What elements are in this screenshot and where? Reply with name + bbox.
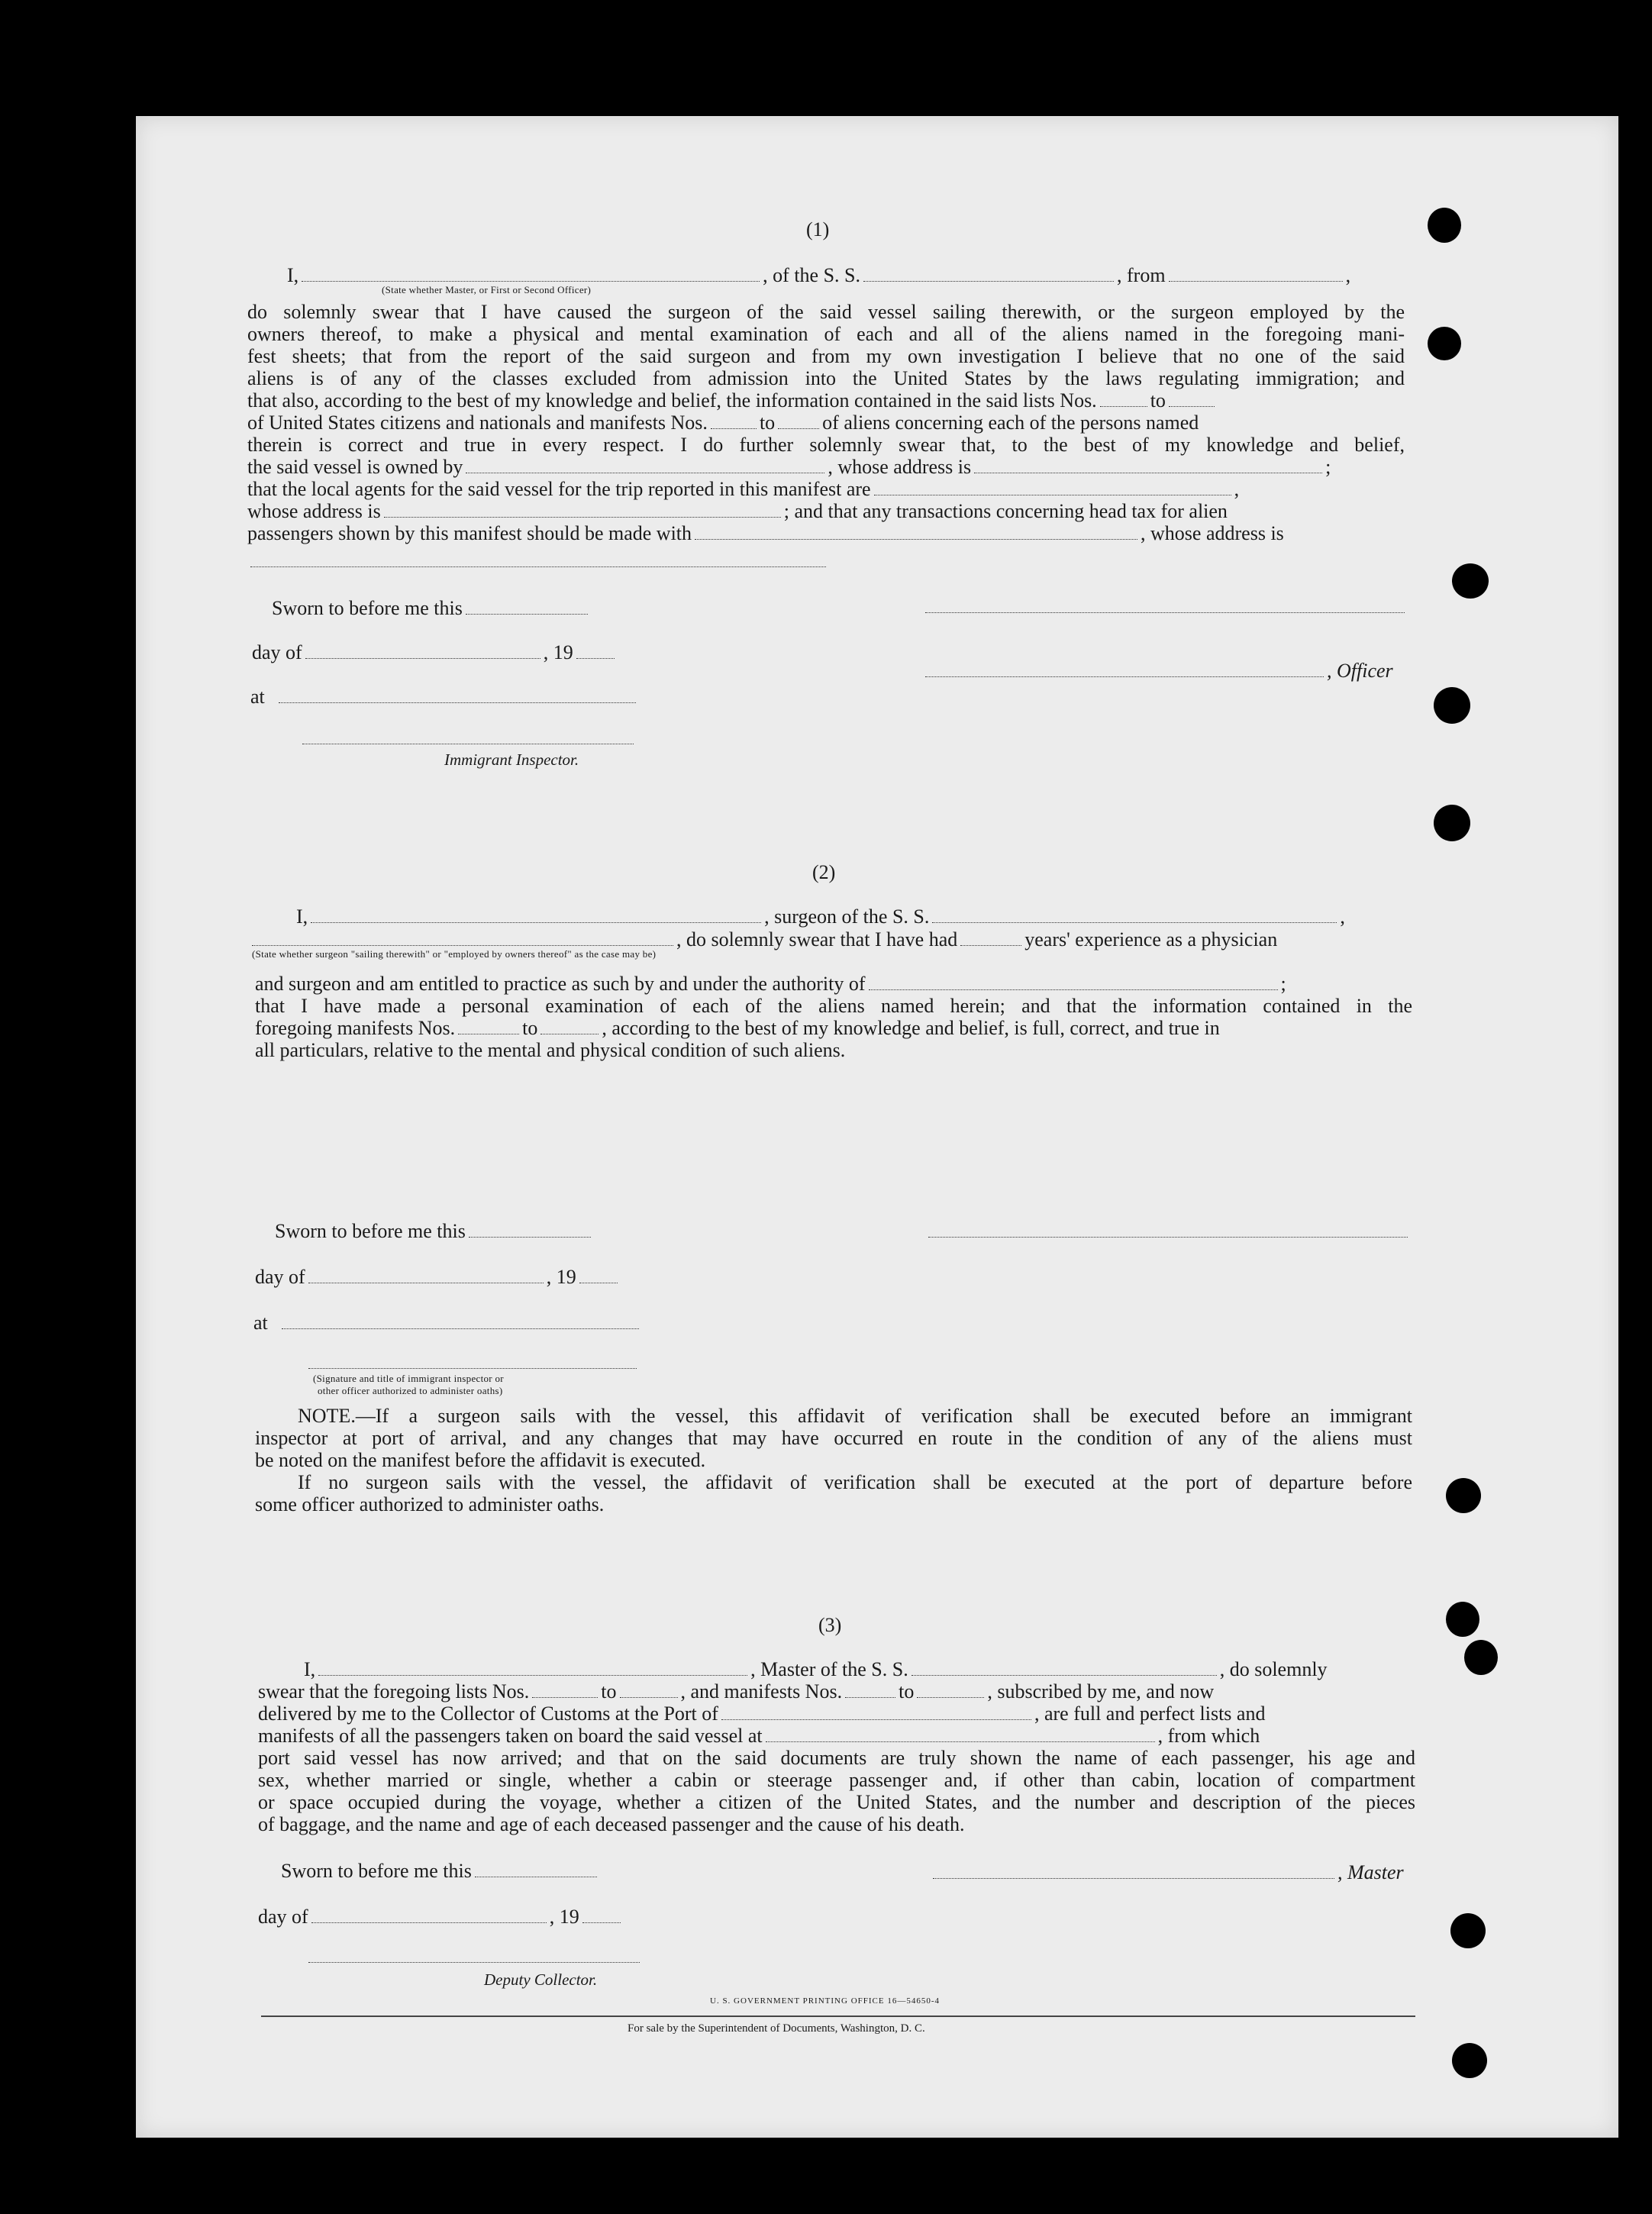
text: , 19 [546, 1266, 576, 1288]
binder-hole [1450, 1913, 1486, 1948]
paragraph-line: aliens is of any of the classes excluded from admission into the United States by the laws regulating immigration; and [247, 367, 1405, 389]
oath-line [296, 905, 1345, 928]
month-blank[interactable] [308, 1266, 544, 1283]
text: foregoing manifests Nos. [255, 1017, 456, 1039]
text: day of [258, 1906, 308, 1928]
text: , from which [1157, 1725, 1260, 1747]
text: of United States citizens and nationals and manifests Nos. [247, 411, 708, 434]
inspector-label: Immigrant Inspector. [444, 750, 579, 769]
text: passengers shown by this manifest should be made with [247, 522, 692, 544]
sworn-date-blank[interactable] [469, 1220, 591, 1238]
field-caption: (State whether surgeon "sailing therewith" or "employed by owners thereof" as the case may be) [252, 948, 657, 960]
lists-from-blank[interactable] [1100, 389, 1147, 407]
place-blank[interactable] [279, 686, 636, 703]
footer-rule [261, 2016, 1415, 2017]
year-blank[interactable] [576, 641, 615, 659]
sworn-line [275, 1220, 594, 1243]
text: Sworn to before me this [272, 597, 463, 619]
signature-line[interactable] [925, 612, 1405, 613]
paragraph-line: fest sheets; that from the report of the said surgeon and from my own investigation I believe that no one of the said [247, 345, 1405, 367]
ship-name-blank[interactable] [863, 264, 1114, 282]
paragraph-line [255, 973, 1286, 996]
day-line [258, 1906, 624, 1928]
binder-hole [1452, 563, 1489, 599]
paragraph-line: sex, whether married or single, whether a cabin or steerage passenger and, if other than cabin, location of compartment [258, 1769, 1415, 1791]
ship-name-blank[interactable] [932, 905, 1337, 923]
paragraph-line: port said vessel has now arrived; and that on the said documents are truly shown the name of each passenger, his age and [258, 1747, 1415, 1769]
text: , [1345, 264, 1351, 286]
printing-office-line: U. S. GOVERNMENT PRINTING OFFICE 16—54650-4 [710, 1996, 941, 2006]
text: and surgeon and am entitled to practice as such by and under the authority of [255, 973, 866, 995]
text: I, [304, 1658, 316, 1680]
text: whose address is [247, 500, 381, 522]
paragraph-line: or space occupied during the voyage, whether a citizen of the United States, and the number and description of the pieces [258, 1791, 1415, 1813]
paragraph-line [247, 522, 1284, 545]
paragraph-line [247, 456, 1331, 479]
text: ; [1280, 973, 1286, 995]
paragraph-line: therein is correct and true in every respect. I do further solemnly swear that, to the best of my knowledge and belief, [247, 434, 1405, 456]
section-number: (3) [818, 1614, 842, 1636]
agents-address-blank[interactable] [384, 500, 781, 518]
master-signature-blank[interactable] [933, 1861, 1334, 1879]
text: to [759, 411, 776, 434]
lists-from-blank[interactable] [532, 1680, 598, 1698]
address-line[interactable] [250, 566, 826, 567]
manifests-to-blank[interactable] [540, 1017, 599, 1034]
text: delivered by me to the Collector of Customs at the Port of [258, 1702, 718, 1725]
text: , according to the best of my knowledge and belief, is full, correct, and true in [602, 1017, 1220, 1039]
oath-line [304, 1658, 1328, 1681]
text: swear that the foregoing lists Nos. [258, 1680, 530, 1702]
paragraph-line [247, 411, 1199, 434]
note-line: NOTE.—If a surgeon sails with the vessel, this affidavit of verification shall be executed before an immigrant [298, 1405, 1412, 1427]
manifests-from-blank[interactable] [458, 1017, 519, 1034]
binder-hole [1452, 2043, 1487, 2078]
departure-port-blank[interactable] [766, 1725, 1155, 1742]
field-caption: (State whether Master, or First or Second Officer) [382, 284, 592, 295]
text: , of the S. S. [763, 264, 861, 286]
years-blank[interactable] [960, 928, 1021, 946]
paragraph-line: owners thereof, to make a physical and mental examination of each and all of the aliens named in the foregoing mani- [247, 323, 1405, 345]
paragraph-line [258, 1725, 1260, 1748]
binder-hole [1446, 1478, 1481, 1513]
text: that also, according to the best of my knowledge and belief, the information contained in the said lists Nos. [247, 389, 1097, 411]
head-tax-agent-blank[interactable] [695, 522, 1137, 540]
binder-hole [1434, 687, 1470, 724]
paragraph-line: do solemnly swear that I have caused the surgeon of the said vessel sailing therewith, or the surgeon employed by the [247, 301, 1405, 323]
master-blank[interactable] [302, 264, 760, 282]
day-line [255, 1266, 621, 1289]
signature-line[interactable] [928, 1237, 1408, 1238]
text: ; [1325, 456, 1331, 478]
deputy-signature-line[interactable] [308, 1962, 640, 1963]
local-agents-blank[interactable] [874, 478, 1231, 495]
owner-address-blank[interactable] [974, 456, 1322, 473]
master-name-blank[interactable] [318, 1658, 747, 1676]
paragraph-line [247, 389, 1218, 412]
paragraph-line [255, 1017, 1220, 1040]
note-line: inspector at port of arrival, and any changes that may have occurred en route in the condition of any of the aliens must [255, 1427, 1412, 1449]
owner-blank[interactable] [466, 456, 824, 473]
lists-to-blank[interactable] [620, 1680, 678, 1698]
manifests-to-blank[interactable] [917, 1680, 984, 1698]
text: , surgeon of the S. S. [764, 905, 930, 928]
text: that the local agents for the said vessel for the trip reported in this manifest are [247, 478, 871, 500]
text: Sworn to before me this [281, 1860, 472, 1882]
sworn-line [272, 597, 591, 620]
sale-notice: For sale by the Superintendent of Documents, Washington, D. C. [628, 2022, 925, 2035]
text: , are full and perfect lists and [1034, 1702, 1266, 1725]
paragraph-line [258, 1680, 1214, 1703]
text: at [253, 1312, 268, 1334]
text: , whose address is [828, 456, 972, 478]
section-number: (2) [812, 861, 836, 883]
text: to [601, 1680, 617, 1702]
month-blank[interactable] [305, 641, 540, 659]
binder-hole [1428, 327, 1461, 360]
text: , 19 [549, 1906, 579, 1928]
signature-caption: other officer authorized to administer oaths) [318, 1385, 503, 1396]
at-line [253, 1312, 642, 1335]
text: , do solemnly [1219, 1658, 1328, 1680]
text: , subscribed by me, and now [987, 1680, 1215, 1702]
surgeon-status-blank[interactable] [252, 928, 673, 946]
at-line [250, 686, 639, 708]
manifests-from-blank[interactable] [711, 411, 757, 429]
section-number: (1) [806, 218, 830, 240]
paragraph-line: all particulars, relative to the mental and physical condition of such aliens. [255, 1039, 846, 1061]
year-blank[interactable] [579, 1266, 618, 1283]
lists-to-blank[interactable] [1169, 389, 1215, 407]
text: years' experience as a physician [1024, 928, 1278, 950]
text: , 19 [543, 641, 573, 663]
text: I, [296, 905, 308, 928]
text: at [250, 686, 265, 708]
binder-hole [1446, 1602, 1479, 1637]
from-port-blank[interactable] [1169, 264, 1343, 282]
binder-hole [1464, 1640, 1498, 1675]
text: to [522, 1017, 538, 1039]
form-page [136, 116, 1618, 2138]
note-line: If no surgeon sails with the vessel, the affidavit of verification shall be executed at the port of departure before [298, 1471, 1412, 1493]
officer-signature-blank[interactable] [925, 660, 1324, 677]
month-blank[interactable] [311, 1906, 547, 1923]
binder-hole [1428, 208, 1461, 243]
note-line: some officer authorized to administer oaths. [255, 1493, 605, 1515]
text: day of [255, 1266, 305, 1288]
ship-name-blank[interactable] [912, 1658, 1217, 1676]
text: , and manifests Nos. [680, 1680, 843, 1702]
text: to [899, 1680, 915, 1702]
text: of aliens concerning each of the persons named [822, 411, 1199, 434]
officer-label: , Officer [1327, 660, 1393, 682]
surgeon-name-blank[interactable] [311, 905, 761, 923]
text: day of [252, 641, 302, 663]
note-line: be noted on the manifest before the affidavit is executed. [255, 1449, 706, 1471]
master-line [933, 1861, 1404, 1884]
text: , [1340, 905, 1345, 928]
sworn-date-blank[interactable] [466, 597, 588, 615]
signature-caption: (Signature and title of immigrant inspector or [313, 1373, 504, 1384]
text: I, [287, 264, 299, 286]
manifests-to-blank[interactable] [778, 411, 819, 429]
paragraph-line [247, 500, 1228, 523]
paragraph-line: of baggage, and the name and age of each deceased passenger and the cause of his death. [258, 1813, 965, 1835]
paragraph-line: that I have made a personal examination of each of the aliens named herein; and that the information contained in the [255, 995, 1412, 1017]
year-blank[interactable] [582, 1906, 621, 1923]
text: , [1234, 478, 1240, 500]
sworn-line [281, 1860, 600, 1883]
sworn-date-blank[interactable] [475, 1860, 597, 1877]
text: , from [1117, 264, 1166, 286]
authority-blank[interactable] [869, 973, 1278, 990]
officer-line [925, 660, 1393, 683]
text: Sworn to before me this [275, 1220, 466, 1242]
place-blank[interactable] [282, 1312, 639, 1329]
binder-hole [1434, 805, 1470, 841]
text: to [1150, 389, 1166, 411]
paragraph-line [258, 1702, 1265, 1725]
text: , Master of the S. S. [750, 1658, 908, 1680]
manifests-from-blank[interactable] [845, 1680, 895, 1698]
text: , do solemnly swear that I have had [676, 928, 958, 950]
text: manifests of all the passengers taken on board the said vessel at [258, 1725, 763, 1747]
text: ; and that any transactions concerning head tax for alien [783, 500, 1228, 522]
port-blank[interactable] [721, 1702, 1031, 1720]
text: , whose address is [1141, 522, 1284, 544]
inspector-signature-line[interactable] [308, 1368, 637, 1369]
deputy-label: Deputy Collector. [484, 1970, 598, 1989]
master-label: , Master [1337, 1861, 1404, 1883]
text: the said vessel is owned by [247, 456, 463, 478]
paragraph-line [247, 478, 1239, 501]
day-line [252, 641, 618, 664]
